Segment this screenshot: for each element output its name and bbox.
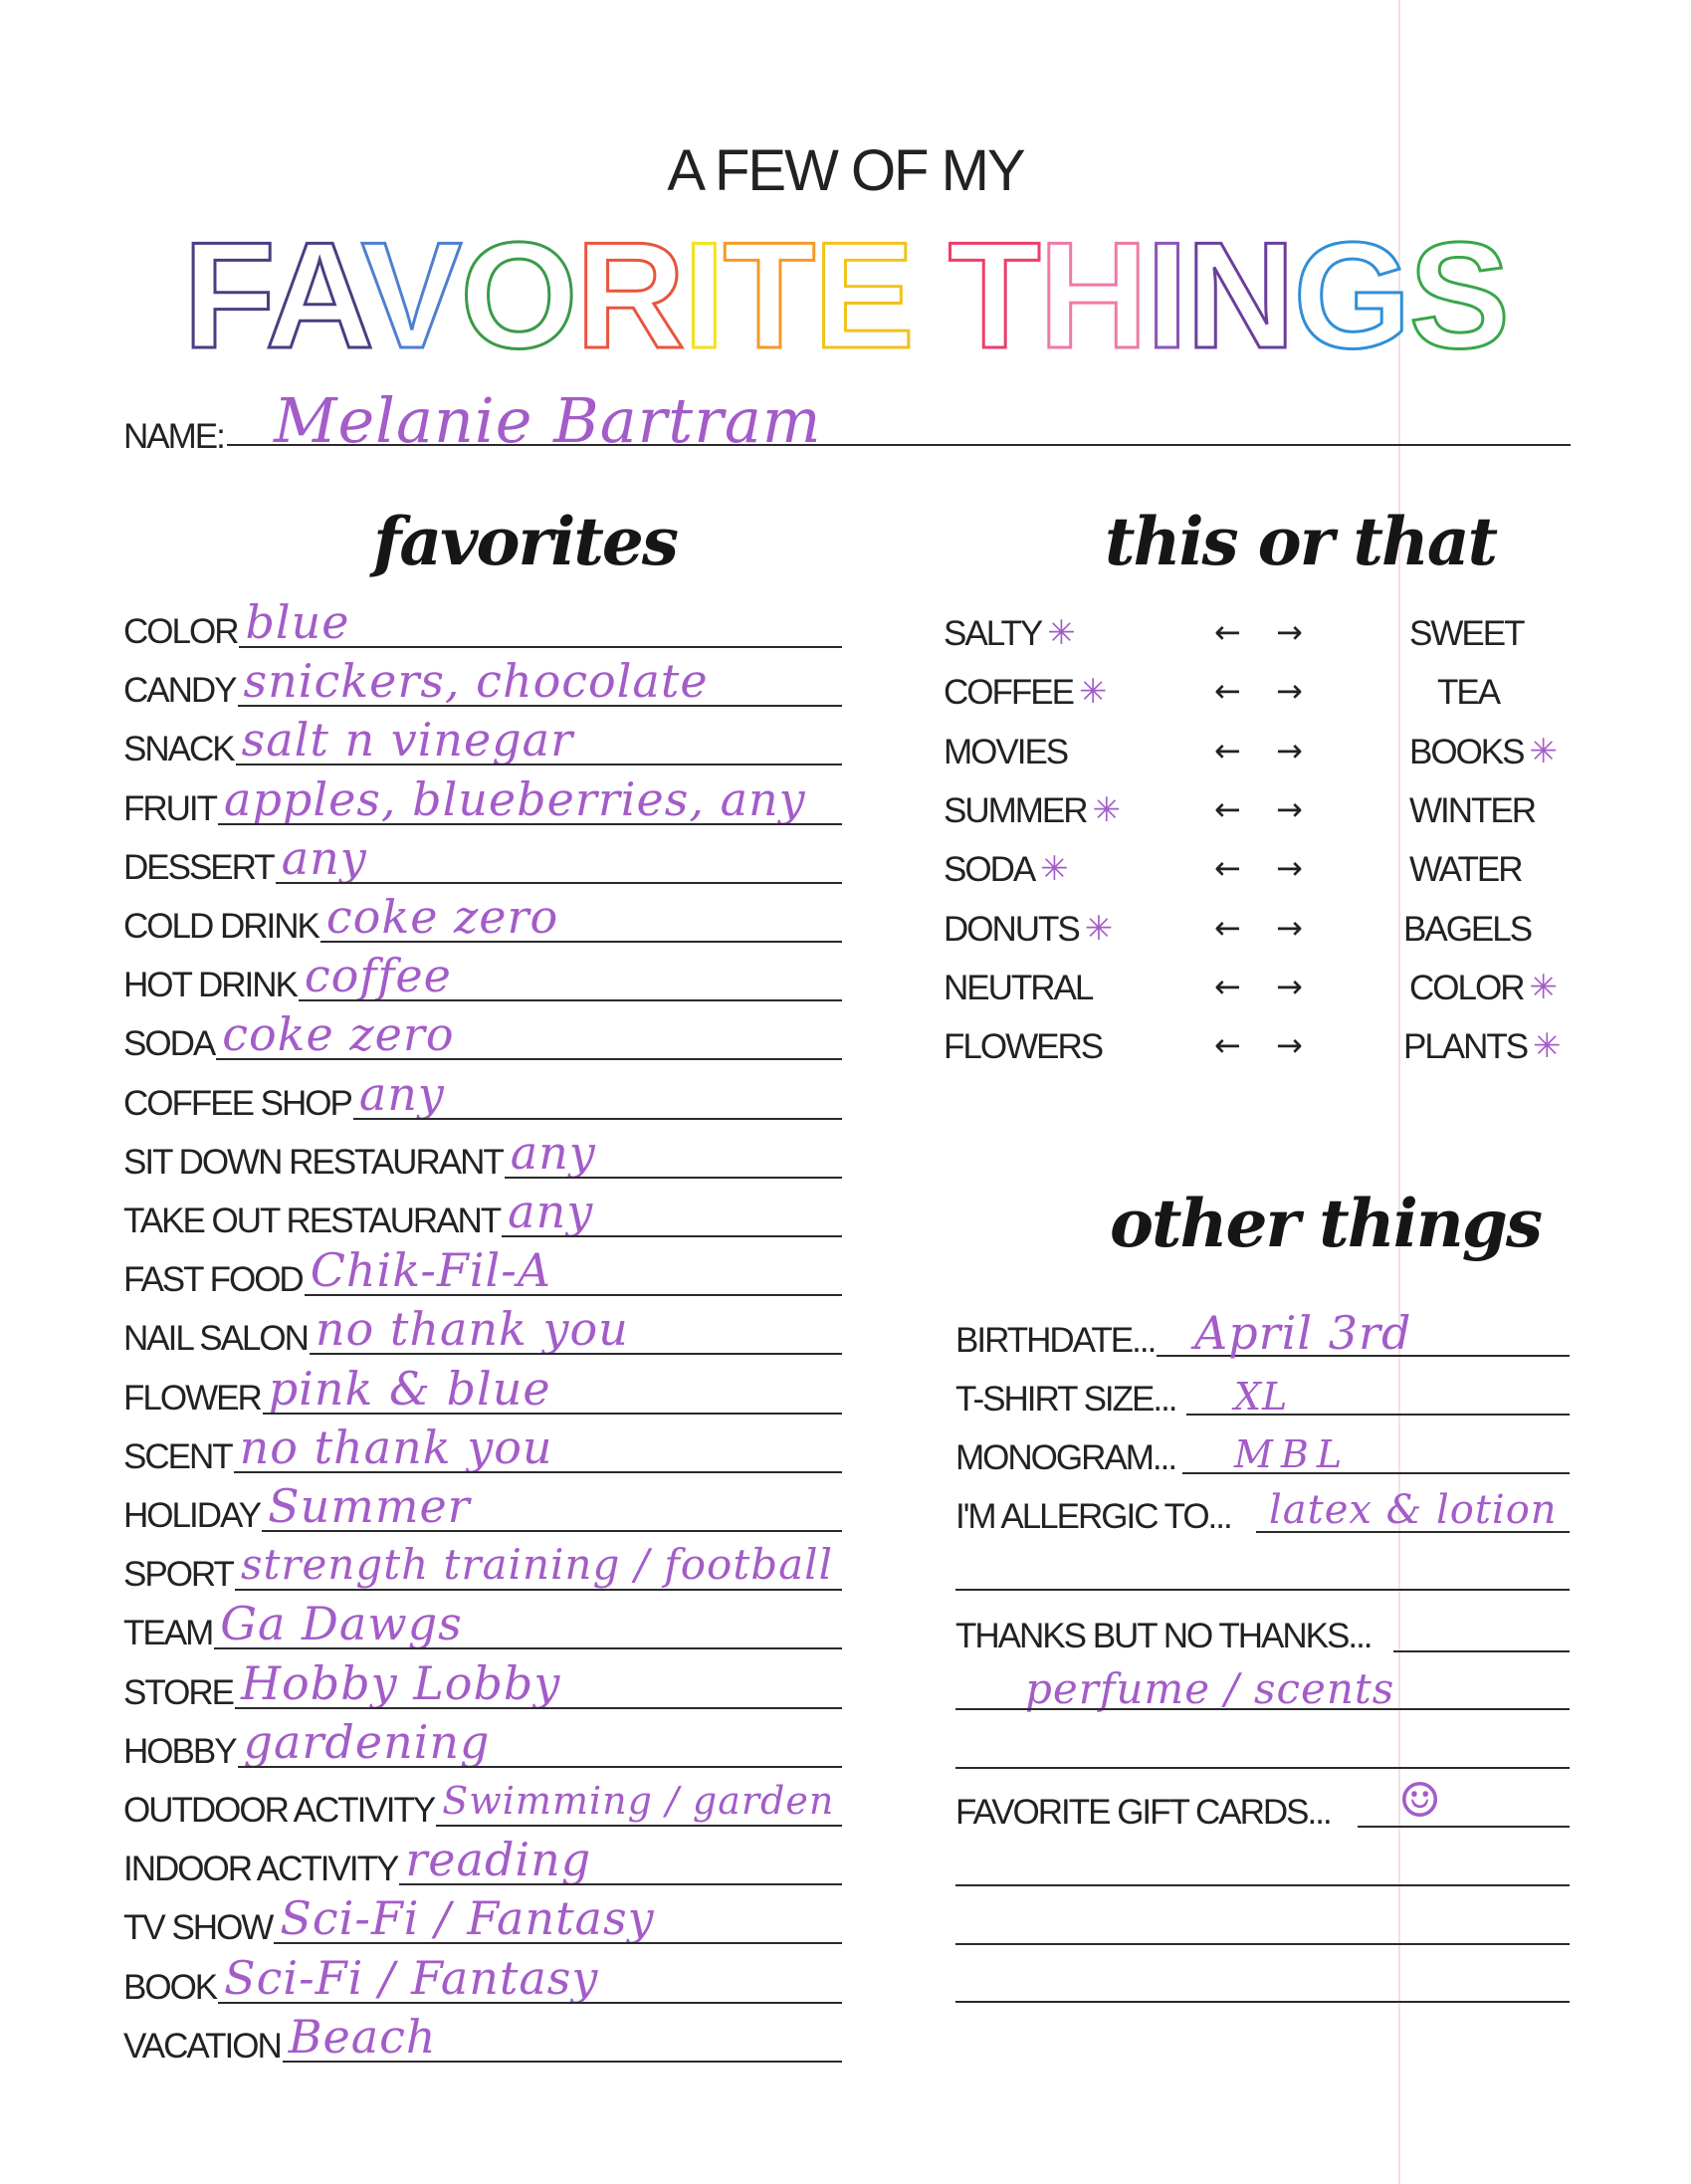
name-value: Melanie Bartram <box>274 384 822 457</box>
title-letter: N <box>1185 211 1294 380</box>
favorite-value: no thank you <box>239 1420 553 1474</box>
favorite-label: OUTDOOR ACTIVITY <box>123 1791 435 1830</box>
favorite-label: TAKE OUT RESTAURANT <box>123 1201 501 1240</box>
favorite-label: INDOOR ACTIVITY <box>123 1850 398 1889</box>
favorite-line <box>236 764 842 765</box>
favorite-line <box>262 1530 842 1532</box>
arrow-right-icon: → <box>1276 613 1303 651</box>
title-letter: S <box>1408 211 1509 380</box>
favorite-label: TV SHOW <box>123 1908 273 1948</box>
favorite-line <box>320 941 842 943</box>
favorite-value: snickers, chocolate <box>243 654 709 709</box>
favorite-label: HOBBY <box>123 1731 236 1771</box>
tshirt-label: T-SHIRT SIZE... <box>955 1380 1176 1419</box>
title-letter: G <box>1293 211 1409 380</box>
favorite-label: FAST FOOD <box>123 1260 303 1300</box>
title-letter: V <box>360 211 461 380</box>
title-letter: T <box>723 211 814 380</box>
arrow-right-icon: → <box>1276 789 1303 828</box>
favorite-value: apples, blueberries, any <box>224 771 806 826</box>
title-letter: E <box>813 211 913 380</box>
thanks-line-3 <box>955 1767 1570 1769</box>
favorite-value: Hobby Lobby <box>240 1655 561 1710</box>
favorite-line <box>238 1766 842 1768</box>
favorite-line <box>218 2002 842 2004</box>
birthdate-value: April 3rd <box>1194 1306 1412 1360</box>
option-left: SODA <box>944 850 1035 890</box>
favorite-value: pink & blue <box>268 1361 551 1416</box>
option-left: DONUTS <box>944 909 1079 949</box>
allergic-line-2 <box>955 1589 1570 1591</box>
thanks-value: perfume / scents <box>1025 1664 1395 1713</box>
favorite-line <box>299 999 842 1001</box>
arrow-left-icon: ← <box>1214 672 1241 711</box>
selection-star-icon: ✳ <box>1040 849 1069 890</box>
favorite-label: SODA <box>123 1024 215 1064</box>
thanks-label: THANKS BUT NO THANKS... <box>955 1617 1372 1655</box>
smiley-icon: ☺ <box>1398 1773 1443 1829</box>
favorite-line <box>276 882 842 884</box>
giftcards-line-4 <box>955 2001 1570 2003</box>
favorite-line <box>436 1825 842 1827</box>
main-title <box>0 209 1691 383</box>
favorite-line <box>216 1058 842 1060</box>
favorite-value: coke zero <box>325 890 559 944</box>
favorite-label: VACATION <box>123 2026 281 2066</box>
favorite-line <box>399 1883 842 1885</box>
arrow-left-icon: ← <box>1214 1026 1241 1065</box>
favorite-value: any <box>358 1066 445 1121</box>
favorite-line <box>239 646 842 648</box>
favorite-value: strength training / football <box>240 1540 833 1590</box>
other-things-heading: other things <box>1110 1185 1542 1262</box>
favorite-value: reading <box>405 1833 592 1887</box>
title-letter: T <box>948 211 1039 380</box>
arrow-right-icon: → <box>1276 672 1303 711</box>
giftcards-line-3 <box>955 1943 1570 1945</box>
thanks-line-2 <box>955 1708 1570 1710</box>
favorite-value: any <box>281 830 367 885</box>
favorite-label: DESSERT <box>123 847 274 887</box>
favorite-label: STORE <box>123 1672 233 1712</box>
title-letter: R <box>575 211 684 380</box>
giftcards-line <box>1358 1826 1570 1828</box>
favorite-line <box>238 705 842 707</box>
favorite-label: FRUIT <box>123 788 217 828</box>
favorite-value: coke zero <box>222 1007 455 1062</box>
title-letter: F <box>182 211 266 380</box>
option-right: BAGELS <box>1403 909 1532 949</box>
favorite-value: Ga Dawgs <box>220 1597 463 1651</box>
favorite-line <box>305 1294 842 1296</box>
title-letter: A <box>265 211 361 380</box>
option-right: BOOKS <box>1409 732 1524 771</box>
favorite-value: blue <box>245 595 350 649</box>
favorite-line <box>502 1235 842 1237</box>
this-or-that-heading: this or that <box>1105 503 1497 580</box>
option-right: WATER <box>1409 850 1522 890</box>
option-right: SWEET <box>1409 614 1524 653</box>
arrow-left-icon: ← <box>1214 731 1241 769</box>
favorite-label: HOT DRINK <box>123 966 297 1005</box>
favorite-label: COLD DRINK <box>123 907 318 946</box>
arrow-left-icon: ← <box>1214 613 1241 651</box>
selection-star-icon: ✳ <box>1047 613 1076 653</box>
option-right: WINTER <box>1409 790 1536 830</box>
favorite-line <box>234 1471 842 1473</box>
arrow-right-icon: → <box>1276 731 1303 769</box>
arrow-right-icon: → <box>1276 1026 1303 1065</box>
selection-star-icon: ✳ <box>1533 1026 1562 1067</box>
option-left: MOVIES <box>944 732 1068 771</box>
option-left: NEUTRAL <box>944 968 1093 1007</box>
giftcards-label: FAVORITE GIFT CARDS... <box>955 1793 1331 1832</box>
tshirt-value: XL <box>1234 1375 1289 1419</box>
favorite-value: Sci-Fi / Fantasy <box>224 1950 599 2005</box>
selection-star-icon: ✳ <box>1529 967 1558 1007</box>
title-letter: I <box>683 211 724 380</box>
favorite-line <box>353 1118 842 1120</box>
favorite-label: TEAM <box>123 1614 213 1653</box>
favorite-value: Summer <box>268 1479 471 1533</box>
favorite-value: salt n vinegar <box>241 713 574 767</box>
favorite-label: NAIL SALON <box>123 1319 308 1359</box>
option-left: SUMMER <box>944 790 1087 830</box>
favorite-label: CANDY <box>123 671 236 711</box>
option-right: TEA <box>1437 673 1500 713</box>
selection-star-icon: ✳ <box>1078 672 1108 713</box>
favorite-value: gardening <box>243 1714 491 1769</box>
option-left: SALTY <box>944 614 1042 653</box>
favorite-value: Swimming / garden <box>442 1779 835 1823</box>
thanks-line <box>1393 1650 1570 1652</box>
option-right: COLOR <box>1409 968 1524 1007</box>
favorite-line <box>235 1589 842 1591</box>
favorite-label: COFFEE SHOP <box>123 1083 351 1123</box>
title-letter: I <box>1146 211 1186 380</box>
title-letter: O <box>460 211 576 380</box>
arrow-left-icon: ← <box>1214 789 1241 828</box>
pretitle: A FEW OF MY <box>667 138 1024 203</box>
arrow-right-icon: → <box>1276 849 1303 888</box>
favorite-value: no thank you <box>315 1302 629 1357</box>
favorite-line <box>263 1413 842 1415</box>
favorite-line <box>235 1707 842 1709</box>
favorite-value: Sci-Fi / Fantasy <box>280 1891 655 1946</box>
favorite-line <box>505 1177 842 1179</box>
favorite-line <box>214 1647 842 1649</box>
favorite-line <box>274 1942 842 1944</box>
favorite-line <box>283 2061 842 2063</box>
favorite-value: any <box>508 1185 594 1238</box>
favorite-label: SIT DOWN RESTAURANT <box>123 1142 503 1182</box>
selection-star-icon: ✳ <box>1529 731 1558 771</box>
favorite-value: Chik-Fil-A <box>310 1243 551 1298</box>
option-left: FLOWERS <box>944 1027 1103 1067</box>
favorite-label: SPORT <box>123 1555 233 1595</box>
favorites-heading: favorites <box>373 503 678 580</box>
favorite-label: SCENT <box>123 1436 232 1476</box>
monogram-value: MBL <box>1234 1432 1351 1476</box>
favorite-value: Beach <box>288 2009 437 2064</box>
birthdate-label: BIRTHDATE... <box>955 1321 1156 1360</box>
arrow-left-icon: ← <box>1214 908 1241 947</box>
favorite-line <box>310 1353 842 1355</box>
arrow-left-icon: ← <box>1214 849 1241 888</box>
name-label: NAME: <box>123 417 224 456</box>
option-left: COFFEE <box>944 673 1073 713</box>
favorite-label: SNACK <box>123 730 234 769</box>
favorite-line <box>218 823 842 825</box>
favorite-value: any <box>510 1125 596 1180</box>
option-right: PLANTS <box>1403 1027 1528 1067</box>
selection-star-icon: ✳ <box>1084 908 1114 949</box>
arrow-left-icon: ← <box>1214 967 1241 1005</box>
arrow-right-icon: → <box>1276 908 1303 947</box>
arrow-right-icon: → <box>1276 967 1303 1005</box>
favorite-label: BOOK <box>123 1967 217 2007</box>
title-letter: H <box>1038 211 1147 380</box>
giftcards-line-2 <box>955 1884 1570 1886</box>
monogram-label: MONOGRAM... <box>955 1438 1176 1477</box>
favorite-label: HOLIDAY <box>123 1496 261 1535</box>
selection-star-icon: ✳ <box>1092 789 1122 830</box>
allergic-value: latex & lotion <box>1269 1487 1558 1533</box>
allergic-label: I'M ALLERGIC TO... <box>955 1497 1231 1536</box>
favorite-label: COLOR <box>123 612 238 651</box>
favorite-label: FLOWER <box>123 1378 261 1418</box>
favorite-value: coffee <box>304 949 452 1003</box>
